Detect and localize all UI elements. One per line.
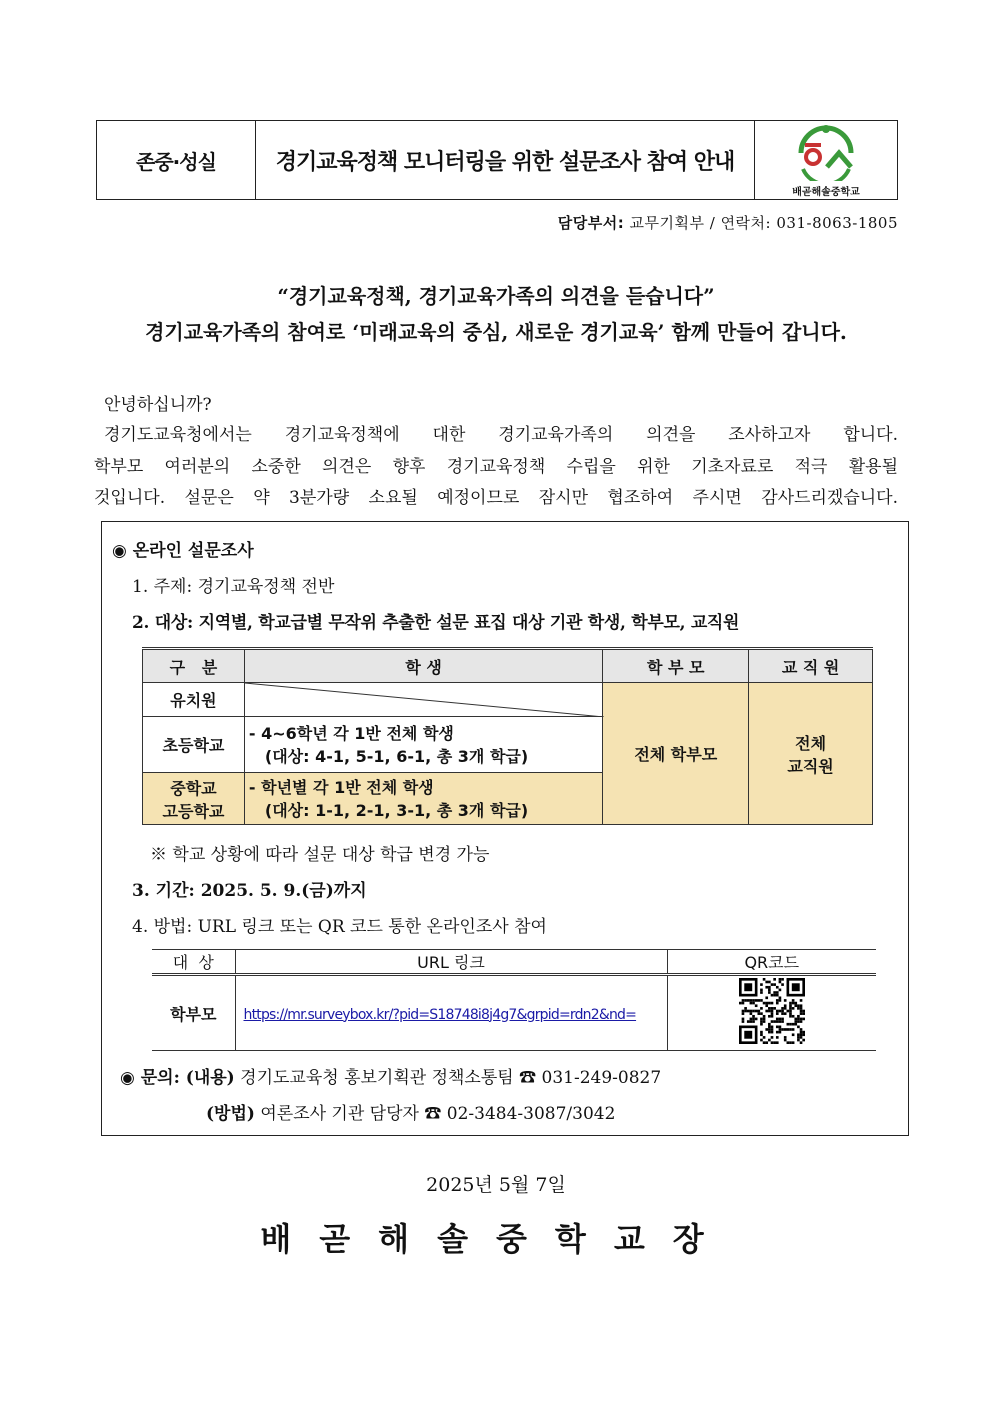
principal-signature: 배곧해솔중학교장 [260,1220,732,1258]
inquiry-content: ◉ 문의: (내용) 경기도교육청 홍보기획관 정책소통팀 ☎ 031-249-0827 [120,1068,662,1088]
school-logo [755,121,897,199]
url-cell [235,975,667,1051]
table-note: ※ 학교 상황에 따라 설문 대상 학급 변경 가능 [150,845,490,865]
section-online-survey: ◉ 온라인 설문조사 [112,541,254,561]
col-header-qr: QR코드 [667,950,876,975]
department: 교무기획부 [629,214,705,232]
row-middle-high: 중학교 고등학교 [143,773,245,825]
elementary-students-cell: - 4~6학년 각 1반 전체 학생 (대상: 4-1, 5-1, 6-1, 총 3개 학급) [244,717,602,773]
target-table [142,647,873,825]
col-header-target: 대 상 [152,950,235,975]
contact-phone: 031-8063-1805 [776,214,898,232]
col-header-category: 구 분 [143,649,245,683]
intro-paragraph: 경기도교육청에서는 경기교육정책에 대한 경기교육가족의 의견을 조사하고자 합니다. 학부모 여러분의 소중한 의견은 향후 경기교육정책 수립을 위한 기초자료로 적극 활용될 것입니다. 설문은 약 3분가량 소요될 예정이므로 잠시만 협조하여 주시면 감사드리겠습니다. [94,425,898,508]
survey-target: 2. 대상: 지역별, 학교급별 무작위 추출한 설문 표집 대상 기관 학생, 학부모, 교직원 [132,613,740,633]
survey-topic: 1. 주제: 경기교육정책 전반 [132,577,335,597]
row-elementary: 초등학교 [143,717,245,773]
qr-code-icon[interactable] [739,978,805,1044]
inquiry-method: (방법) 여론조사 기관 담당자 ☎ 02-3484-3087/3042 [206,1104,616,1124]
document-date: 2025년 5월 7일 [426,1174,566,1196]
col-header-parents: 학 부 모 [603,649,749,683]
qr-cell [667,975,876,1051]
row-kindergarten: 유치원 [143,683,245,717]
survey-url-link[interactable]: https://mr.surveybox.kr/?pid=S18748i8j4g7&grpid=rdn2&nd= [243,1006,637,1023]
survey-period: 3. 기간: 2025. 5. 9.(금)까지 [132,881,367,901]
parents-cell: 전체 학부모 [603,683,749,825]
col-header-url: URL 링크 [235,950,667,975]
title-box [96,120,898,200]
slogan-line-1: “경기교육정책, 경기교육가족의 의견을 듣습니다” [277,284,715,308]
method-table [152,949,876,1051]
middle-students-cell: - 학년별 각 1반 전체 학생 (대상: 1-1, 2-1, 3-1, 총 3개 학급) [244,773,602,825]
greeting: 안녕하십니까? [104,395,212,415]
school-motto: 존중·성실 [97,121,256,199]
method-target: 학부모 [152,975,235,1051]
school-logo-caption: 배곧해솔중학교 [792,186,860,198]
school-emblem-icon [793,123,859,181]
contact-line: 담당부서: 교무기획부 / 연락처: 031-8063-1805 [557,214,898,232]
survey-method: 4. 방법: URL 링크 또는 QR 코드 통한 온라인조사 참여 [132,917,547,937]
page-title: 경기교육정책 모니터링을 위한 설문조사 참여 안내 [256,121,755,199]
col-header-staff: 교 직 원 [749,649,873,683]
kindergarten-empty-cell [244,683,602,717]
col-header-students: 학 생 [244,649,602,683]
slogan-line-2: 경기교육가족의 참여로 ‘미래교육의 중심, 새로운 경기교육’ 함께 만들어 갑니다. [145,320,847,344]
staff-cell: 전체 교직원 [749,683,873,825]
